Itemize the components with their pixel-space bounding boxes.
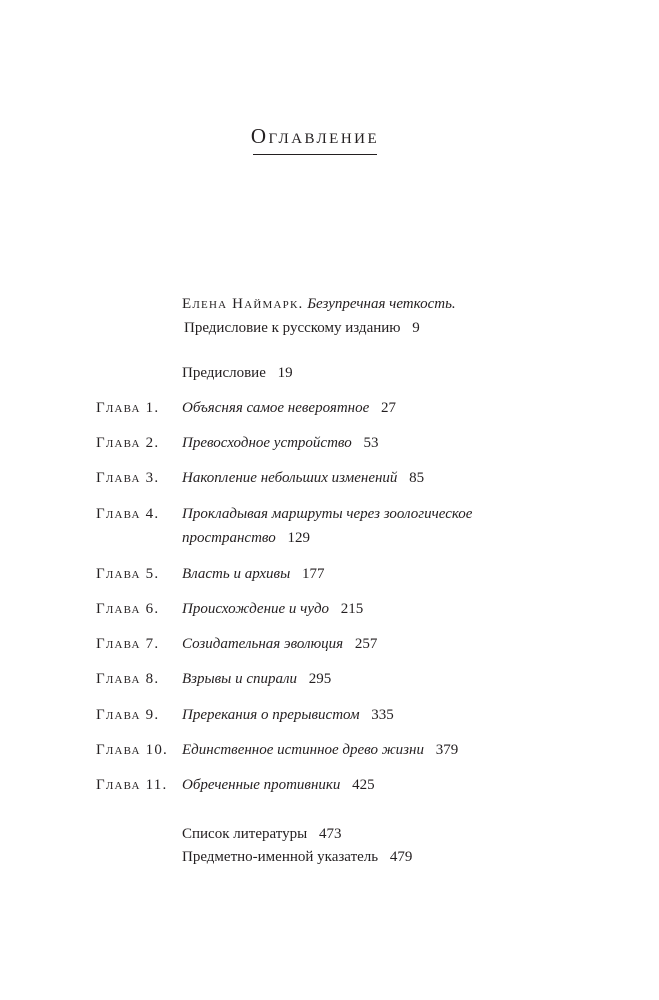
toc-title-underline xyxy=(253,154,377,155)
toc-title: Оглавление xyxy=(250,124,380,148)
chapter-label: Глава 3. xyxy=(96,470,160,486)
preface-ru-author: Елена Наймарк. xyxy=(182,296,304,312)
chapter-title: Объясняя самое невероятное xyxy=(182,400,370,416)
chapter-title: Происхождение и чудо xyxy=(182,601,330,617)
chapter-label: Глава 8. xyxy=(96,671,160,687)
preface-ru-page: 9 xyxy=(412,320,420,336)
chapter-page: 85 xyxy=(409,470,425,486)
chapter-page: 335 xyxy=(371,707,394,723)
chapter-title: Превосходное устройство xyxy=(182,435,352,451)
chapter-label: Глава 4. xyxy=(96,506,160,522)
chapter-title: Накопление небольших изменений xyxy=(182,470,398,486)
bibliography-title: Список литературы xyxy=(182,826,308,842)
preface-title: Предисловие xyxy=(182,365,266,381)
chapter-page: 129 xyxy=(287,530,310,546)
chapter-title: Пререкания о прерывистом xyxy=(182,707,360,723)
chapter-title: Созидательная эволюция xyxy=(182,636,344,652)
chapter-title: Обреченные противники xyxy=(182,777,341,793)
chapter-page: 215 xyxy=(340,601,364,617)
chapter-title-continued: пространство xyxy=(182,530,276,546)
chapter-label: Глава 2. xyxy=(96,435,160,451)
preface-ru-subtitle: Предисловие к русскому изданию xyxy=(184,320,401,336)
chapter-page: 295 xyxy=(308,671,332,687)
chapter-label: Глава 9. xyxy=(96,707,160,723)
chapter-label: Глава 10. xyxy=(96,742,168,758)
chapter-page: 177 xyxy=(301,566,325,582)
chapter-label: Глава 1. xyxy=(96,400,160,416)
chapter-label: Глава 5. xyxy=(96,566,160,582)
chapter-title: Единственное истинное древо жизни xyxy=(182,742,424,758)
chapter-page: 53 xyxy=(363,435,379,451)
chapter-page: 425 xyxy=(352,777,375,793)
chapter-label: Глава 11. xyxy=(96,777,168,793)
index-page: 479 xyxy=(389,849,413,865)
chapter-title: Взрывы и спирали xyxy=(182,671,298,687)
chapter-page: 257 xyxy=(354,636,378,652)
chapter-title: Власть и архивы xyxy=(182,566,291,582)
chapter-title: Прокладывая маршруты через зоологическое xyxy=(182,506,473,522)
chapter-page: 27 xyxy=(381,400,397,416)
preface-ru-title: Безупречная четкость. xyxy=(307,296,456,312)
bibliography-page: 473 xyxy=(318,826,342,842)
index-title: Предметно-именной указатель xyxy=(182,849,379,865)
chapter-label: Глава 6. xyxy=(96,601,160,617)
preface-page: 19 xyxy=(277,365,293,381)
chapter-page: 379 xyxy=(435,742,459,758)
chapter-label: Глава 7. xyxy=(96,636,160,652)
